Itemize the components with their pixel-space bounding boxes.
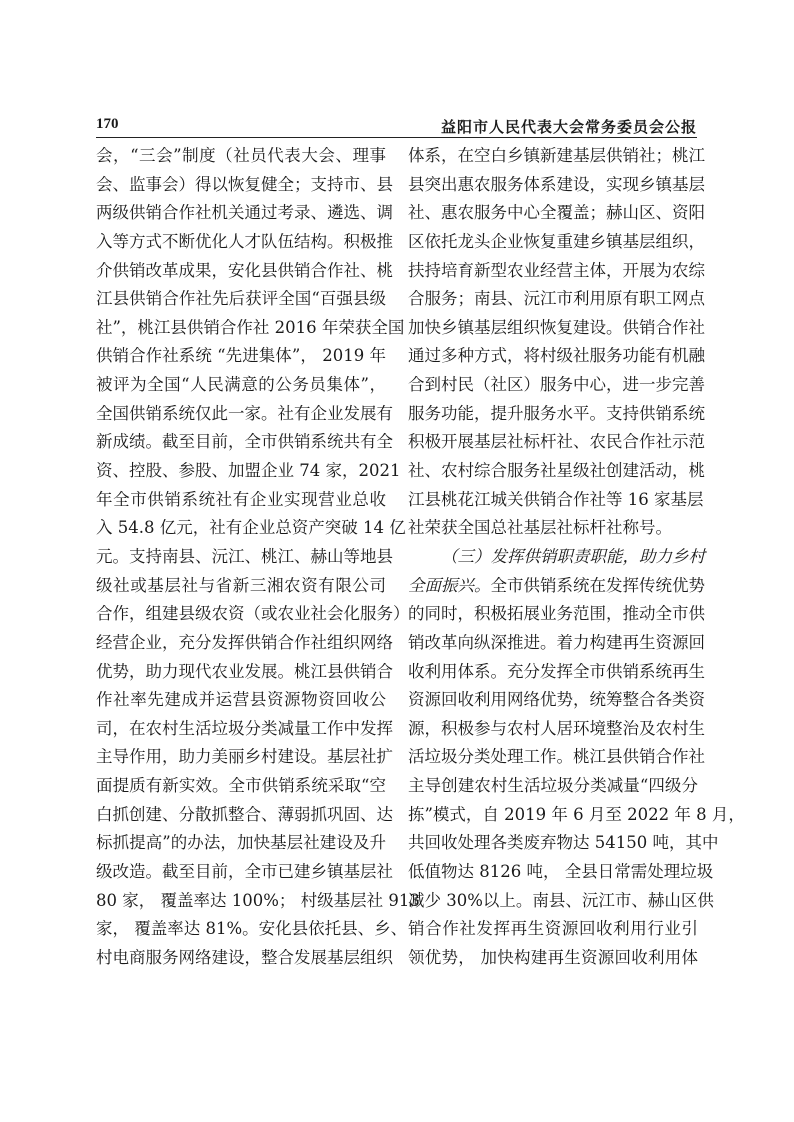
text-line: 收利用体系。充分发挥全市供销系统再生 [408, 661, 705, 681]
right-column [408, 142, 745, 973]
text-line: 体系，在空白乡镇新建基层供销社；桃江 [408, 146, 705, 165]
text-line: 年全市供销系统社有企业实现营业总收 [96, 489, 386, 509]
text-line: 社、农村综合服务社星级社创建活动，桃 [408, 461, 705, 481]
left-column [96, 142, 420, 973]
text-line: 加快乡镇基层组织恢复建设。供销合作社 [408, 317, 705, 337]
text-line: 全国供销系统仅此一家。社有企业发展有 [96, 403, 393, 423]
text-line: 社、惠农服务中心全覆盖；赫山区、资阳 [408, 203, 705, 223]
text-line: 80 家， 覆盖率达 100%； 村级基层社 913 [96, 890, 420, 910]
text-line: 区依托龙头企业恢复重建乡镇基层组织， [408, 231, 705, 251]
text-line: 通过多种方式，将村级社服务功能有机融 [408, 346, 705, 366]
text-line: 合到村民（社区）服务中心，进一步完善 [408, 375, 705, 395]
header-rule [96, 137, 697, 138]
text-line: 主导创建农村生活垃圾分类减量“四级分 [408, 776, 698, 796]
page-header [96, 114, 697, 136]
text-line: 被评为全国“人民满意的公务员集体”， [96, 375, 386, 395]
text-line: 江县桃花江城关供销合作社等 16 家基层 [408, 489, 704, 509]
text-line: 积极开展基层社标杆社、农民合作社示范 [408, 432, 705, 452]
text-line: 优势，助力现代农业发展。桃江县供销合 [96, 661, 393, 681]
text-line: 减少 30%以上。南县、沅江市、赫山区供 [408, 890, 714, 910]
text-line: 扶持培育新型农业经营主体，开展为农综 [408, 260, 705, 280]
text-line: 源，积极参与农村人居环境整治及农村生 [408, 718, 705, 738]
text-line: 销改革向纵深推进。着力构建再生资源回 [408, 632, 705, 652]
journal-title: 益阳市人民代表大会常务委员会公报 [440, 118, 697, 136]
text-line: 级改造。截至目前，全市已建乡镇基层社 [96, 862, 393, 882]
text-line: 县突出惠农服务体系建设，实现乡镇基层 [408, 174, 705, 194]
text-line: 拣”模式，自 2019 年 6 月至 2022 年 8 月， [408, 804, 745, 824]
text-line: 江县供销合作社先后获评全国“百强县级 [96, 289, 386, 309]
text-line: 的同时，积极拓展业务范围，推动全市供 [408, 604, 705, 624]
text-line: 经营企业，充分发挥供销合作社组织网络 [96, 632, 393, 652]
text-line: 作社率先建成并运营县资源物资回收公 [96, 690, 386, 710]
text-line: 社荣获全国总社基层社标杆社称号。 [408, 518, 672, 538]
text-line: 共回收处理各类废弃物达 54150 吨，其中 [408, 833, 719, 853]
text-line: 级社或基层社与省新三湘农资有限公司 [96, 575, 386, 595]
text-line: 标抓提高”的办法，加快基层社建设及升 [96, 833, 386, 853]
text-line: 介供销改革成果，安化县供销合作社、桃 [96, 260, 393, 280]
text-line: 村电商服务网络建设，整合发展基层组织 [96, 947, 393, 967]
text-line: 资、控股、参股、加盟企业 74 家，2021 [96, 461, 401, 481]
text-line: 两级供销合作社机关通过考录、遴选、调 [96, 203, 393, 223]
text-line: 面提质有新实效。全市供销系统采取“空 [96, 776, 386, 796]
text-line: 合服务；南县、沅江市利用原有职工网点 [408, 289, 705, 309]
text-line: 主导作用，助力美丽乡村建设。基层社扩 [96, 747, 393, 767]
text-line: 销合作社发挥再生资源回收利用行业引 [408, 919, 698, 939]
text-line: 供销合作社系统 “先进集体”， 2019 年 [96, 346, 386, 366]
text-line: 服务功能，提升服务水平。支持供销系统 [408, 403, 705, 423]
paragraph-text: 全市供销系统在发挥传统优势 [490, 575, 705, 595]
text-line: 元。支持南县、沅江、桃江、赫山等地县 [96, 546, 393, 566]
text-line: 会，“三会”制度（社员代表大会、理事 [96, 146, 386, 165]
text-line: 领优势， 加快构建再生资源回收利用体 [408, 947, 698, 967]
page-number: 170 [96, 116, 119, 132]
text-line: 新成绩。截至目前，全市供销系统共有全 [96, 432, 393, 452]
text-line: 资源回收利用网络优势，统筹整合各类资 [408, 690, 705, 710]
subheading-continuation: 全面振兴。 [408, 575, 491, 595]
subheading-continuation-line [408, 572, 705, 601]
text-line: 低值物达 8126 吨， 全县日常需处理垃圾 [408, 862, 714, 882]
text-line: 合作，组建县级农资（或农业社会化服务） [96, 604, 410, 624]
text-line: 会、监事会）得以恢复健全；支持市、县 [96, 174, 393, 194]
text-line: 入等方式不断优化人才队伍结构。积极推 [96, 231, 393, 251]
text-line: 司，在农村生活垃圾分类减量工作中发挥 [96, 718, 393, 738]
text-line: 活垃圾分类处理工作。桃江县供销合作社 [408, 747, 705, 767]
text-line: 白抓创建、分散抓整合、薄弱抓巩固、达 [96, 804, 393, 824]
text-line: 家， 覆盖率达 81%。安化县依托县、乡、 [96, 919, 408, 939]
text-line: 入 54.8 亿元，社有企业总资产突破 14 亿 [96, 518, 406, 538]
text-line: 社”，桃江县供销合作社 2016 年荣获全国 [96, 317, 405, 337]
section-subheading: （三）发挥供销职责职能，助力乡村 [441, 546, 705, 566]
